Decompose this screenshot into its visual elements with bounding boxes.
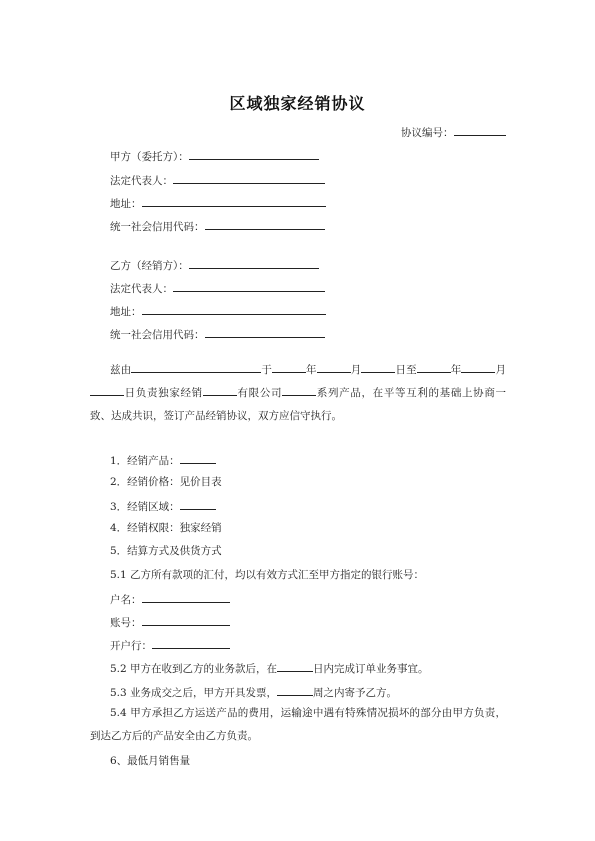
start-year-blank[interactable] (272, 361, 306, 373)
clause-5-3-line (110, 684, 397, 700)
clause-3-label: 3．经销区域： (110, 501, 180, 513)
preamble-text-6: 年 (450, 364, 462, 376)
party-a-credit-code-label: 统一社会信用代码： (110, 221, 205, 233)
distributor-name-blank[interactable] (131, 361, 261, 373)
party-a-rep-blank[interactable] (173, 172, 325, 184)
clause-5-2-text-a: 5.2 甲方在收到乙方的业务款后，在 (110, 663, 278, 675)
party-b-address-blank[interactable] (142, 303, 326, 315)
account-name-line (110, 591, 230, 607)
bank-line (110, 637, 230, 653)
clause-5-1-text: 5.1 乙方所有款项的汇付，均以有效方式汇至甲方指定的银行账号： (110, 569, 425, 581)
clause-5-4-text: 5.4 甲方承担乙方运送产品的费用，运输途中遇有特殊情况损坏的部分由甲方负责，到达乙方后的产品安全由乙方负责。 (90, 707, 506, 742)
invoice-weeks-blank[interactable] (277, 684, 313, 696)
preamble-text-1: 兹由 (110, 364, 132, 376)
preamble-paragraph (90, 359, 506, 428)
order-days-blank[interactable] (277, 660, 313, 672)
clause-2-text: 2．经销价格：见价目表 (110, 476, 222, 488)
start-month-blank[interactable] (317, 361, 351, 373)
party-b-rep-label: 法定代表人： (110, 283, 173, 295)
product-region-blank[interactable] (203, 384, 237, 396)
party-a-address-label: 地址： (110, 198, 142, 210)
preamble-text-8: 日负责独家经销 (124, 387, 203, 399)
party-b-rep-blank[interactable] (173, 280, 325, 292)
clause-5-text: 5．结算方式及供货方式 (110, 545, 222, 557)
party-b-address-label: 地址： (110, 306, 142, 318)
party-a-rep-line (110, 172, 325, 188)
clause-5-line (110, 544, 222, 558)
agreement-number-label: 协议编号： (401, 127, 454, 139)
clause-5-1-line (110, 568, 424, 582)
account-name-label: 户名： (110, 594, 142, 606)
clause-1-label: 1．经销产品： (110, 455, 180, 467)
clause-6-text: 6、最低月销售量 (110, 755, 191, 767)
clause-4-line (110, 521, 222, 535)
preamble-text-5: 日至 (395, 364, 417, 376)
party-a-title-label: 甲方（委托方）： (110, 151, 189, 163)
party-a-title-line (110, 148, 319, 164)
party-a-name-blank[interactable] (189, 148, 319, 160)
clause-4-text: 4．经销权限：独家经销 (110, 522, 222, 534)
clause-5-2-text-b: 日内完成订单业务事宜。 (313, 663, 429, 675)
party-b-address-line (110, 303, 326, 319)
clause-5-4-paragraph (90, 702, 506, 748)
party-a-credit-code-line (110, 218, 325, 234)
party-b-credit-code-label: 统一社会信用代码： (110, 329, 205, 341)
clause-6-line (110, 754, 190, 768)
account-number-line (110, 614, 230, 630)
clause-3-line (110, 498, 216, 514)
start-day-blank[interactable] (361, 361, 395, 373)
product-series-blank[interactable] (282, 384, 316, 396)
account-number-label: 账号： (110, 617, 142, 629)
preamble-text-4: 月 (350, 364, 362, 376)
clause-1-line (110, 452, 216, 468)
region-blank[interactable] (180, 498, 216, 510)
document-title: 区域独家经销协议 (229, 94, 366, 113)
account-number-blank[interactable] (142, 614, 230, 626)
party-a-rep-label: 法定代表人： (110, 175, 173, 187)
party-a-address-blank[interactable] (142, 195, 326, 207)
preamble-text-10: 系列产品，在平等互利的基础上协商一致、达成共识，签订产品经销协议，双方应信守执行。 (90, 387, 507, 422)
party-b-credit-code-line (110, 326, 325, 342)
preamble-text-9: 有限公司 (236, 387, 283, 399)
party-b-name-blank[interactable] (189, 257, 319, 269)
party-b-rep-line (110, 280, 325, 296)
agreement-number-line (401, 124, 506, 140)
preamble-text-2: 于 (261, 364, 272, 376)
end-month-blank-part1[interactable] (461, 361, 489, 373)
preamble-text-7: 月 (495, 364, 507, 376)
end-year-blank[interactable] (417, 361, 451, 373)
party-b-title-label: 乙方（经销方）： (110, 260, 189, 272)
party-b-title-line (110, 257, 319, 273)
end-day-blank[interactable] (90, 384, 124, 396)
product-blank[interactable] (180, 452, 216, 464)
party-b-credit-code-blank[interactable] (205, 326, 325, 338)
clause-5-2-line (110, 660, 429, 676)
party-a-credit-code-blank[interactable] (205, 218, 325, 230)
account-name-blank[interactable] (142, 591, 230, 603)
bank-blank[interactable] (152, 637, 230, 649)
clause-5-3-text-b: 周之内寄予乙方。 (313, 687, 398, 699)
preamble-text-3: 年 (305, 364, 317, 376)
party-a-address-line (110, 195, 326, 211)
clause-5-3-text-a: 5.3 业务成交之后，甲方开具发票， (110, 687, 278, 699)
clause-2-line (110, 475, 222, 489)
bank-label: 开户行： (110, 640, 152, 652)
agreement-number-blank[interactable] (454, 124, 506, 136)
